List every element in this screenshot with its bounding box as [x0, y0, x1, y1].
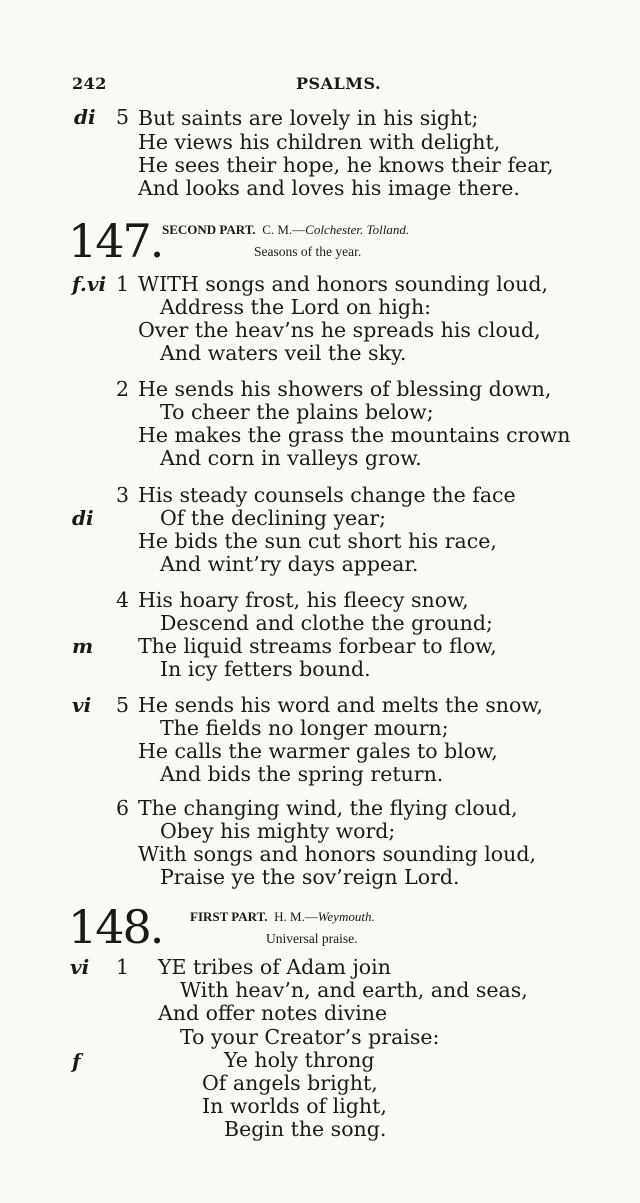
- verse-line: Over the heav’ns he spreads his cloud,: [138, 318, 541, 342]
- verse-line: But saints are lovely in his sight;: [138, 106, 479, 130]
- dynamic-mark: vi: [72, 693, 92, 717]
- dynamic-mark: f: [72, 1049, 81, 1073]
- dynamic-mark: di: [74, 105, 96, 129]
- dynamic-mark: vi: [70, 955, 90, 979]
- hymn-number: 147.: [68, 214, 163, 268]
- stanza-number: 3: [116, 483, 130, 507]
- dynamic-mark: m: [72, 634, 94, 658]
- stanza-number: 5: [116, 105, 130, 129]
- verse-line: He views his children with delight,: [138, 130, 501, 154]
- stanza-number: 2: [116, 377, 130, 401]
- verse-line: YE tribes of Adam join: [158, 955, 391, 979]
- verse-line: And waters veil the sky.: [160, 341, 407, 365]
- page-number: 242: [72, 74, 107, 93]
- hymn-subtitle: Universal praise.: [266, 931, 358, 946]
- verse-line: He sends his showers of blessing down,: [138, 377, 552, 401]
- dynamic-mark: di: [72, 506, 94, 530]
- verse-line: WITH songs and honors sounding loud,: [138, 272, 548, 296]
- verse-line: He sees their hope, he knows their fear,: [138, 153, 554, 177]
- verse-line: The liquid streams forbear to flow,: [138, 634, 497, 658]
- hymn-subtitle: Seasons of the year.: [254, 244, 362, 259]
- hymn-meter: C. M.—: [262, 222, 306, 237]
- verse-line: And wint’ry days appear.: [160, 552, 419, 576]
- verse-line: With heav’n, and earth, and seas,: [180, 978, 528, 1002]
- verse-line: Begin the song.: [224, 1117, 387, 1141]
- verse-line: Praise ye the sov’reign Lord.: [160, 865, 460, 889]
- hymn-meta: [190, 909, 375, 925]
- verse-line: Of the declining year;: [160, 506, 387, 530]
- running-title: PSALMS.: [296, 74, 382, 93]
- stanza-number: 1: [116, 955, 130, 979]
- verse-line: To your Creator’s praise:: [180, 1025, 440, 1049]
- verse-line: And bids the spring return.: [160, 762, 444, 786]
- verse-line: To cheer the plains below;: [160, 400, 434, 424]
- verse-line: And looks and loves his image there.: [138, 176, 520, 200]
- verse-line: And corn in valleys grow.: [160, 446, 422, 470]
- verse-line: He bids the sun cut short his race,: [138, 529, 497, 553]
- verse-line: Address the Lord on high:: [160, 295, 432, 319]
- stanza-number: 5: [116, 693, 130, 717]
- verse-line: His steady counsels change the face: [138, 483, 516, 507]
- hymn-tunes: Weymouth.: [317, 909, 375, 924]
- dynamic-mark: f.vi: [72, 272, 107, 296]
- verse-line: Obey his mighty word;: [160, 819, 396, 843]
- hymn-part: FIRST PART.: [190, 909, 268, 924]
- verse-line: He calls the warmer gales to blow,: [138, 739, 498, 763]
- verse-line: The fields no longer mourn;: [160, 716, 449, 740]
- verse-line: Ye holy throng: [224, 1048, 375, 1072]
- verse-line: Descend and clothe the ground;: [160, 611, 493, 635]
- verse-line: He sends his word and melts the snow,: [138, 693, 543, 717]
- hymn-part: SECOND PART.: [162, 222, 256, 237]
- hymn-number: 148.: [68, 900, 163, 954]
- stanza-number: 1: [116, 272, 130, 296]
- hymn-tunes: Colchester. Tolland.: [305, 222, 410, 237]
- verse-line: In icy fetters bound.: [160, 657, 371, 681]
- verse-line: And offer notes divine: [158, 1001, 388, 1025]
- verse-line: He makes the grass the mountains crown: [138, 423, 571, 447]
- verse-line: In worlds of light,: [202, 1094, 387, 1118]
- verse-line: Of angels bright,: [202, 1071, 378, 1095]
- stanza-number: 4: [116, 588, 130, 612]
- verse-line: With songs and honors sounding loud,: [138, 842, 536, 866]
- hymn-meter: H. M.—: [274, 909, 318, 924]
- verse-line: His hoary frost, his fleecy snow,: [138, 588, 469, 612]
- hymn-meta: [162, 222, 409, 238]
- verse-line: The changing wind, the flying cloud,: [138, 796, 518, 820]
- stanza-number: 6: [116, 796, 130, 820]
